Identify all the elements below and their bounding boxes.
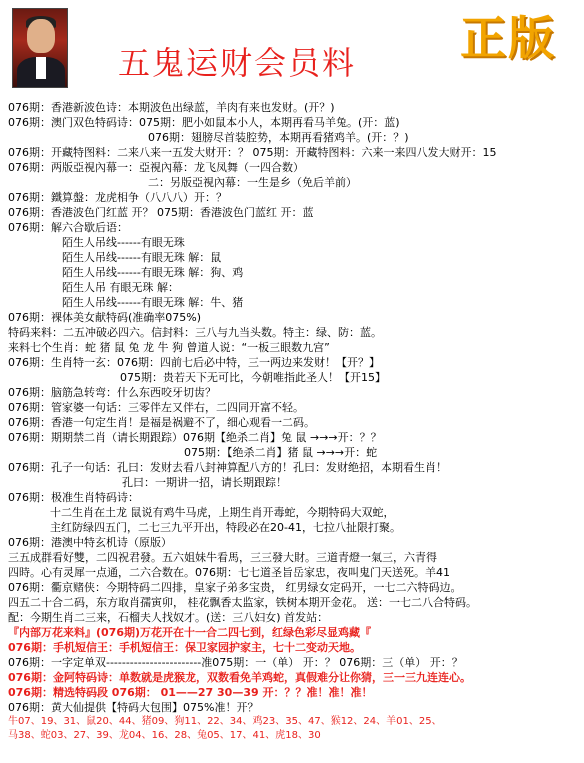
forecast-line: 十二生肖在土龙 鼠说有鸡牛马虎，上期生肖开毒蛇，今期特码大双蛇， [50, 506, 395, 519]
face-shape [27, 19, 55, 53]
forecast-line: 076期：香港波色门红蓝 开？ 075期：香港波色门蓝红 开：蓝 [8, 206, 314, 219]
forecast-line: 陌生人吊线------有眼无珠 [62, 236, 185, 249]
page-title: 五鬼运财会员料 [118, 44, 357, 82]
portrait-photo [12, 8, 68, 88]
zodiac-number-line: 牛07、19、31、鼠20、44、猪09、狗11、22、34、鸡23、35、47、猴12、24、羊01、25、 [8, 716, 442, 727]
forecast-line: 孔曰：一期讲一招，请长期跟踪！ [122, 476, 287, 489]
forecast-list [8, 100, 580, 743]
forecast-line: 076期：解六合歇后语： [8, 221, 128, 234]
forecast-line: 陌生人吊 有眼无珠 解： [62, 281, 179, 294]
forecast-line: 二：另版亞視內幕：一生是乡（免后羊前） [148, 176, 357, 189]
forecast-line: 076期：极准生肖特码诗： [8, 491, 139, 504]
forecast-line: 陌生人吊线------有眼无珠 解：鼠 [62, 251, 222, 264]
shirt-shape [36, 57, 46, 79]
forecast-line: 076期：两版亞視內幕一：亞視內幕：龙飞凤舞（一四合数） [8, 161, 304, 174]
forecast-line: 076期：管家婆一句话：三零伴左又伴右，二四同开富不轻。 [8, 401, 304, 414]
forecast-line: 四五二十合二码，东方取肖孺寅卯， 桂花飘香太监家，铁树本期开金花。 送：一七二八合特码。 [8, 596, 477, 609]
forecast-line: 『内部万花来料』(076期)万花开在十一合二四七到，红绿色彩尽显鸡藏『 [8, 626, 372, 639]
forecast-line: 076期：澳门双色特码诗：075期：肥小如鼠本小人，本期再看马羊兔。(开：蓝) [8, 116, 400, 129]
zodiac-number-line: 马38、蛇03、27、39、龙04、16、28、兔05、17、41、虎18、30 [8, 730, 321, 741]
forecast-line: 076期：翅膀尽首装腔势，本期再看猪鸡羊。(开：？) [148, 131, 409, 144]
forecast-line: 主红防绿四五门，二七三九平开出，特段必在20-41，七拉八扯限打聚。 [50, 521, 401, 534]
forecast-line: 076期：港澳中特玄机诗（原版） [8, 536, 172, 549]
forecast-line: 来料七个生肖：蛇 猪 鼠 兔 龙 牛 狗 曾道人说：“一板三眼数九宫” [8, 341, 330, 354]
forecast-line: 076期：精选特码段 076期： 01——27 30—39 开：？？准！准！准！ [8, 686, 373, 699]
forecast-line: 配：今期生肖二三来，石榴夫人找奴才。(送：三八妇女) 首发站： [8, 611, 329, 624]
forecast-line: 陌生人吊线------有眼无珠 解：牛、猪 [62, 296, 244, 309]
forecast-line: 076期：金阿特码诗：单数就是虎猴龙，双数看免羊鸡蛇，真假难分让你猜，三一三九连连心。 [8, 671, 471, 684]
forecast-line: 四時。心有灵犀一点通，二六合数在。076期：七七道圣旨岳家忠，夜叫鬼门天送死。羊41 [8, 566, 450, 579]
forecast-line: 076期：鐵算盤：龙虎相争（八八八）开：？ [8, 191, 227, 204]
forecast-line: 075期：【绝杀二肖】猪 鼠 →→→开：蛇 [184, 446, 378, 459]
forecast-line: 075期：贵若天下无可比，今朝唯指此圣人！【开15】 [120, 371, 386, 384]
forecast-line: 076期：香港一句定生肖！是福是祸避不了，细心观看一二码。 [8, 416, 315, 429]
forecast-line: 076期：开藏特图料：二来八来一五发大财开：？ 075期：开藏特图料：六来一来四八发大财开：15 [8, 146, 497, 159]
forecast-line: 076期：生肖特一玄：076期：四前七后必中特，三一两边来发财！【开？】 [8, 356, 380, 369]
authentic-stamp: 正版 [460, 11, 556, 65]
forecast-line: 076期：手机短信王：手机短信王：保卫家园护家主，七十二变动天地。 [8, 641, 361, 654]
forecast-line: 076期：香港新波色诗：本期波色出绿蓝，羊肉有来也发财。(开？) [8, 101, 335, 114]
forecast-line: 三五成群看好雙，二四祝君發。五六姐妹牛看馬，三三發大財。三道青燈一氣三，六青得 [8, 551, 437, 564]
forecast-line: 076期：裸体美女献特码(准确率075%) [8, 311, 202, 324]
forecast-line: 076期：一字定单双------------------------准075期：一（单） 开：？ 076期：三（单） 开：？ [8, 656, 463, 669]
forecast-line: 076期：脑筋急转弯：什么东西咬牙切齿？ [8, 386, 216, 399]
forecast-line: 陌生人吊线------有眼无珠 解：狗、鸡 [62, 266, 244, 279]
forecast-line: 076期：孔子一句话：孔曰：发财去看八封神算配八方的！孔曰：发财绝招，本期看生肖！ [8, 461, 447, 474]
forecast-line: 076期：黄大仙提供【特码大包围】075%准！开？ [8, 701, 259, 714]
forecast-line: 076期：衢京赌侠：今期特码二四排，皇家子弟多宝贵， 红男绿女定码开，一七二六特码边。 [8, 581, 462, 594]
forecast-line: 076期：期期禁二肖（请长期跟踪）076期【绝杀二肖】兔 鼠 →→→开：？？ [8, 431, 382, 444]
forecast-line: 特码来料：二五冲破必四六。信封料：三八与九当头数。特主：绿、防：蓝。 [8, 326, 382, 339]
